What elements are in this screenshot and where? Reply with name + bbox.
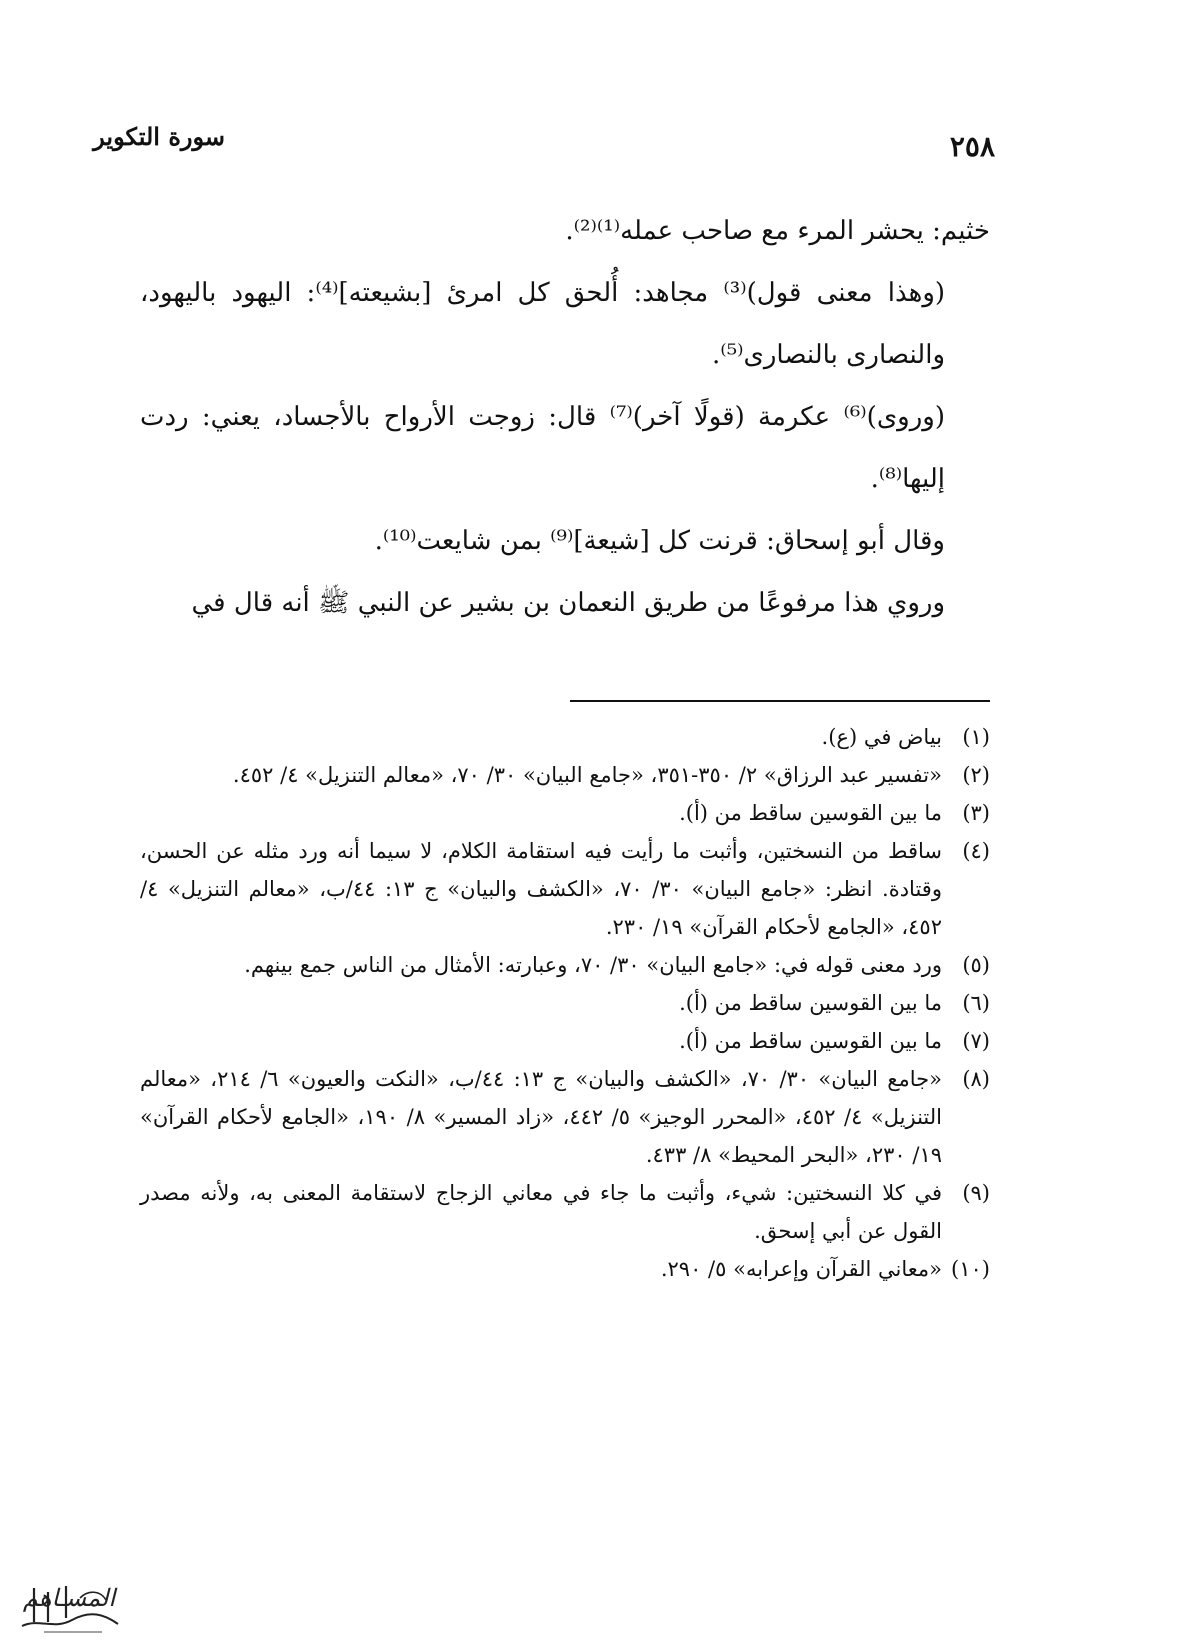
footnote-number: (٤) — [962, 839, 990, 863]
footnote-number: (٦) — [962, 991, 990, 1015]
paragraph-4: وقال أبو إسحاق: قرنت كل [شيعة]⁽⁹⁾ بمن شايعت⁽¹⁰⁾. — [374, 526, 945, 556]
footnote-number: (٧) — [962, 1029, 990, 1053]
footnote-item — [140, 984, 990, 1022]
footnote-item — [140, 946, 990, 984]
footnotes-list — [140, 718, 990, 1288]
footnote-number: (٢) — [962, 763, 990, 787]
surah-title: سورة التكوير — [93, 122, 225, 151]
footnote-text: ساقط من النسختين، وأثبت ما رأيت فيه استقامة الكلام، لا سيما أنه ورد مثله عن الحسن، وقتادة. انظر: «جامع البيان» ٣٠/ ٧٠، «الكشف والبيان» ج ١٣: ٤٤/ب، «معالم التنزيل» ٤/ ٤٥٢، «الجامع لأحكام القرآن» ١٩/ ٢٣٠. — [140, 839, 942, 939]
footnote-text: «تفسير عبد الرزاق» ٢/ ٣٥٠-٣٥١، «جامع البيان» ٣٠/ ٧٠، «معالم التنزيل» ٤/ ٤٥٢. — [232, 763, 942, 787]
footnote-text: «معاني القرآن وإعرابه» ٥/ ٢٩٠. — [660, 1257, 942, 1281]
paragraph-2: (وهذا معنى قول)⁽³⁾ مجاهد: أُلحق كل امرئ [بشيعته]⁽⁴⁾: اليهود باليهود، والنصارى بالنصارى⁽⁵⁾. — [140, 278, 946, 370]
footnote-number: (٣) — [962, 801, 990, 825]
calligraphy-logo-icon — [14, 1578, 124, 1638]
footnote-divider — [570, 700, 990, 702]
footnote-number: (٥) — [962, 953, 990, 977]
paragraph-3: (وروى)⁽⁶⁾ عكرمة (قولًا آخر)⁽⁷⁾ قال: زوجت الأرواح بالأجساد، يعني: ردت إليها⁽⁸⁾. — [140, 402, 945, 494]
footnote-item — [140, 756, 990, 794]
footnote-text: «جامع البيان» ٣٠/ ٧٠، «الكشف والبيان» ج ١٣: ٤٤/ب، «النكت والعيون» ٦/ ٢١٤، «معالم التنزيل» ٤/ ٤٥٢، «المحرر الوجيز» ٥/ ٤٤٢، «زاد المسير» ٨/ ١٩٠، «الجامع لأحكام القرآن» ١٩/ ٢٣٠، «البحر المحيط» ٨/ ٤٣٣. — [140, 1067, 942, 1167]
main-text — [140, 200, 990, 634]
footnote-item — [140, 1174, 990, 1250]
footnote-item — [140, 794, 990, 832]
footnote-item — [140, 832, 990, 946]
footnote-text: بياض في (ع). — [821, 725, 942, 749]
footnote-item — [140, 1022, 990, 1060]
footnote-text: في كلا النسختين: شيء، وأثبت ما جاء في معاني الزجاج لاستقامة المعنى به، ولأنه مصدر القول عن أبي إسحق. — [140, 1181, 942, 1243]
footnote-text: ما بين القوسين ساقط من (أ). — [679, 1029, 942, 1053]
footnote-item — [140, 1060, 990, 1174]
paragraph-1: خثيم: يحشر المرء مع صاحب عمله⁽¹⁾⁽²⁾. — [565, 216, 990, 246]
footnote-text: ورد معنى قوله في: «جامع البيان» ٣٠/ ٧٠، وعبارته: الأمثال من الناس جمع بينهم. — [244, 953, 942, 977]
footnote-number: (٨) — [962, 1067, 990, 1091]
footnote-text: ما بين القوسين ساقط من (أ). — [679, 801, 942, 825]
footnote-number: (٩) — [962, 1181, 990, 1205]
footnote-number: (١) — [962, 725, 990, 749]
footnote-number: (١٠) — [951, 1257, 990, 1281]
page-number: ٢٥٨ — [949, 130, 995, 163]
paragraph-5: وروي هذا مرفوعًا من طريق النعمان بن بشير عن النبي ﷺ أنه قال في — [191, 588, 945, 618]
footnote-item — [140, 1250, 990, 1288]
logo-text: المسـاهم — [22, 1584, 116, 1612]
page-header — [93, 122, 995, 172]
footnote-item — [140, 718, 990, 756]
footnote-text: ما بين القوسين ساقط من (أ). — [679, 991, 942, 1015]
